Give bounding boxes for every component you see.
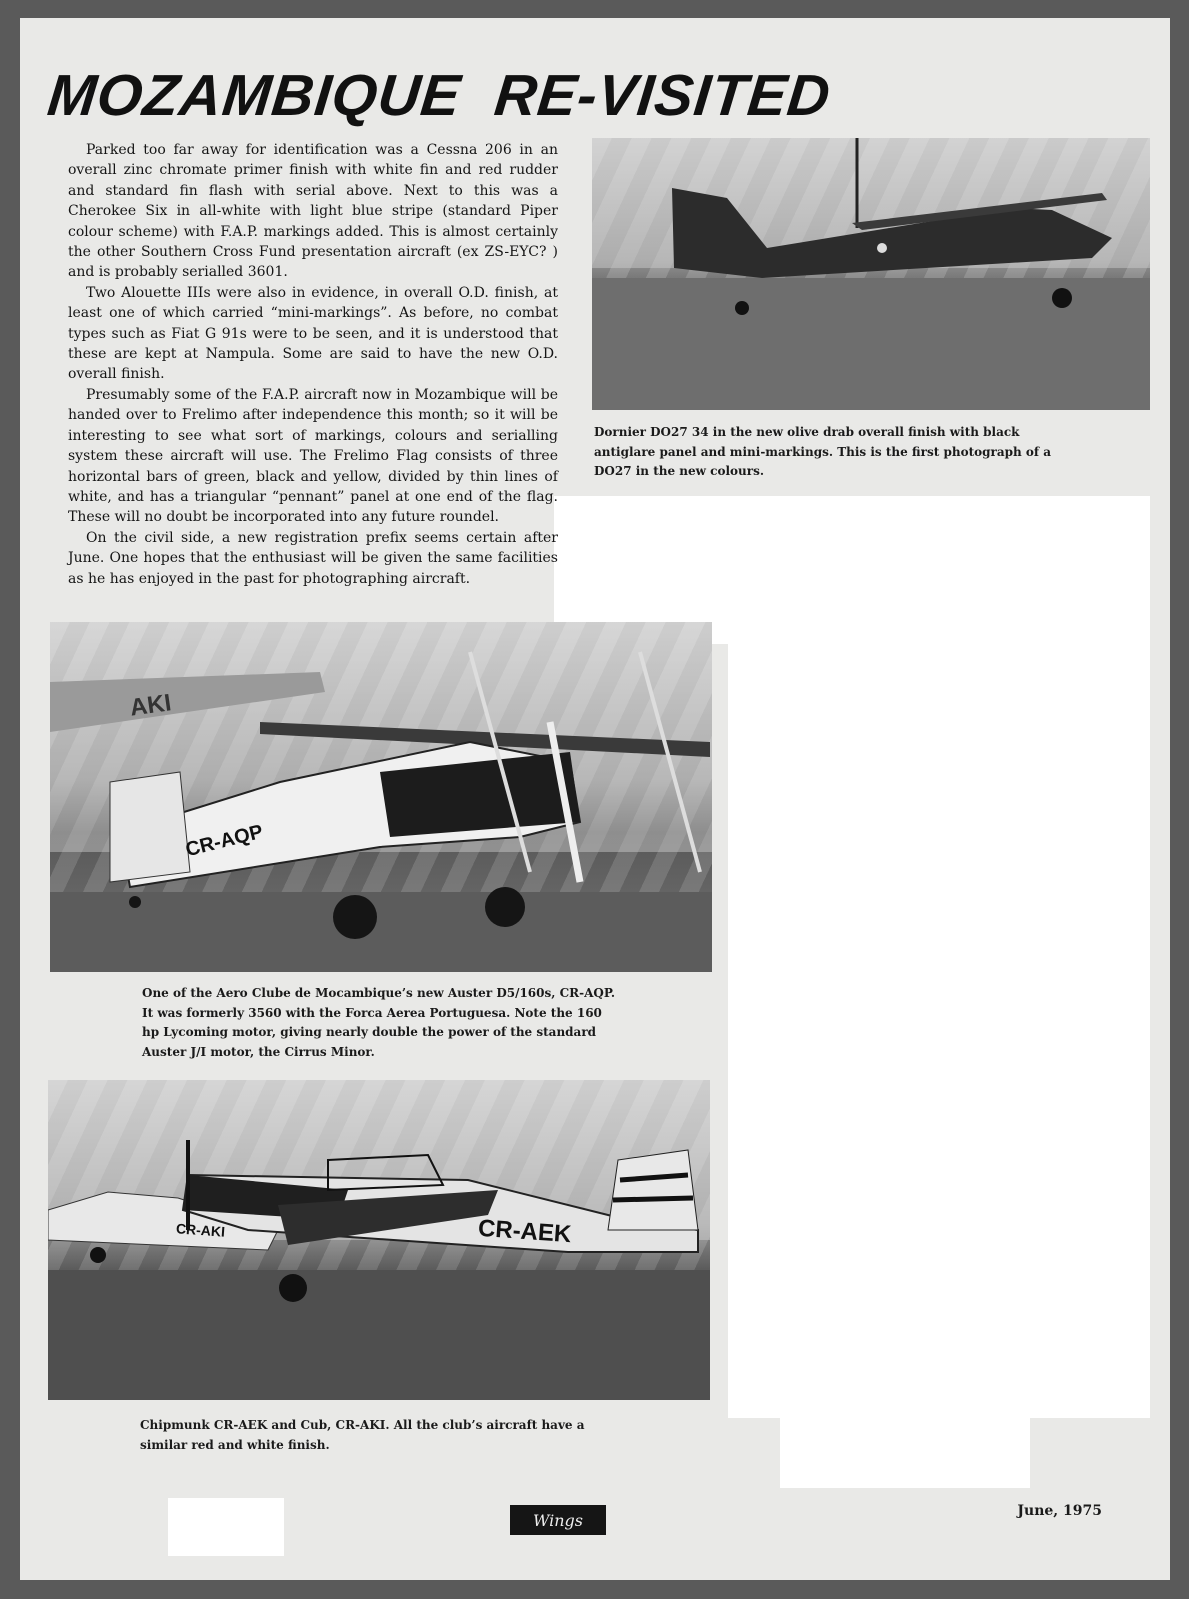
photo-dornier — [592, 138, 1150, 410]
magazine-page — [20, 18, 1170, 1580]
photo-auster — [50, 622, 712, 972]
paragraph-3: Presumably some of the F.A.P. aircraft now in Mozambique will be handed over to Frelimo after independence this month; so it will be interesting to see what sort of markings, colours and serialling system these aircraft will use. The Frelimo Flag consists of three horizontal bars of green, black and yellow, divided by thin lines of white, and has a triangular “pennant” panel at one end of the flag. These will no doubt be incorporated into any future roundel. — [68, 386, 558, 526]
paragraph-1: Parked too far away for identification was a Cessna 206 in an overall zinc chromate primer finish with white fin and red rudder and standard fin flash with serial above. Next to this was a Cherokee Six in all-white with light blue stripe (standard Piper colour scheme) with F.A.P. markings added. This is almost certainly the other Southern Cross Fund presentation aircraft (ex ZS-EYC? ) and is probably serialled 3601. — [68, 142, 558, 281]
caption-auster: One of the Aero Clube de Mocambique’s new Auster D5/160s, CR-AQP. It was formerly 3560 with the Forca Aerea Portuguesa. Note the 160 hp Lycoming motor, giving nearly double the power of the standard Auster J/I motor, the Cirrus Minor. — [142, 986, 616, 1059]
caption-chipmunk: Chipmunk CR-AEK and Cub, CR-AKI. All the club’s aircraft have a similar red and white finish. — [140, 1418, 585, 1452]
chipmunk-registration-label: CR-AEK — [477, 1214, 573, 1249]
article-body — [68, 140, 558, 589]
blank-area-bottom-left — [168, 1498, 284, 1556]
caption-dornier: Dornier DO27 34 in the new olive drab overall finish with black antiglare panel and mini-markings. This is the first photograph of a DO27 in the new colours. — [594, 425, 1052, 478]
blank-area-right-lower — [728, 618, 1150, 1418]
wings-logo: Wings — [510, 1505, 606, 1535]
article-title: MOZAMBIQUE RE-VISITED — [44, 63, 834, 128]
auster-wing-marking: AKI — [128, 689, 173, 722]
paragraph-4: On the civil side, a new registration prefix seems certain after June. One hopes that the enthusiast will be given the same facilities as he has enjoyed in the past for photographing aircraft. — [68, 529, 558, 587]
photo-chipmunk — [48, 1080, 710, 1400]
paragraph-2: Two Alouette IIIs were also in evidence, in overall O.D. finish, at least one of which carried “mini-markings”. As before, no combat types such as Fiat G 91s were to be seen, and it is understood that these are kept at Nampula. Some are said to have the new O.D. overall finish. — [68, 284, 558, 383]
issue-date: June, 1975 — [1017, 1503, 1102, 1519]
auster-registration-label: CR-AQP — [183, 820, 266, 862]
cub-registration-label: CR-AKI — [175, 1220, 226, 1240]
blank-area-bottom-right — [780, 1408, 1030, 1488]
